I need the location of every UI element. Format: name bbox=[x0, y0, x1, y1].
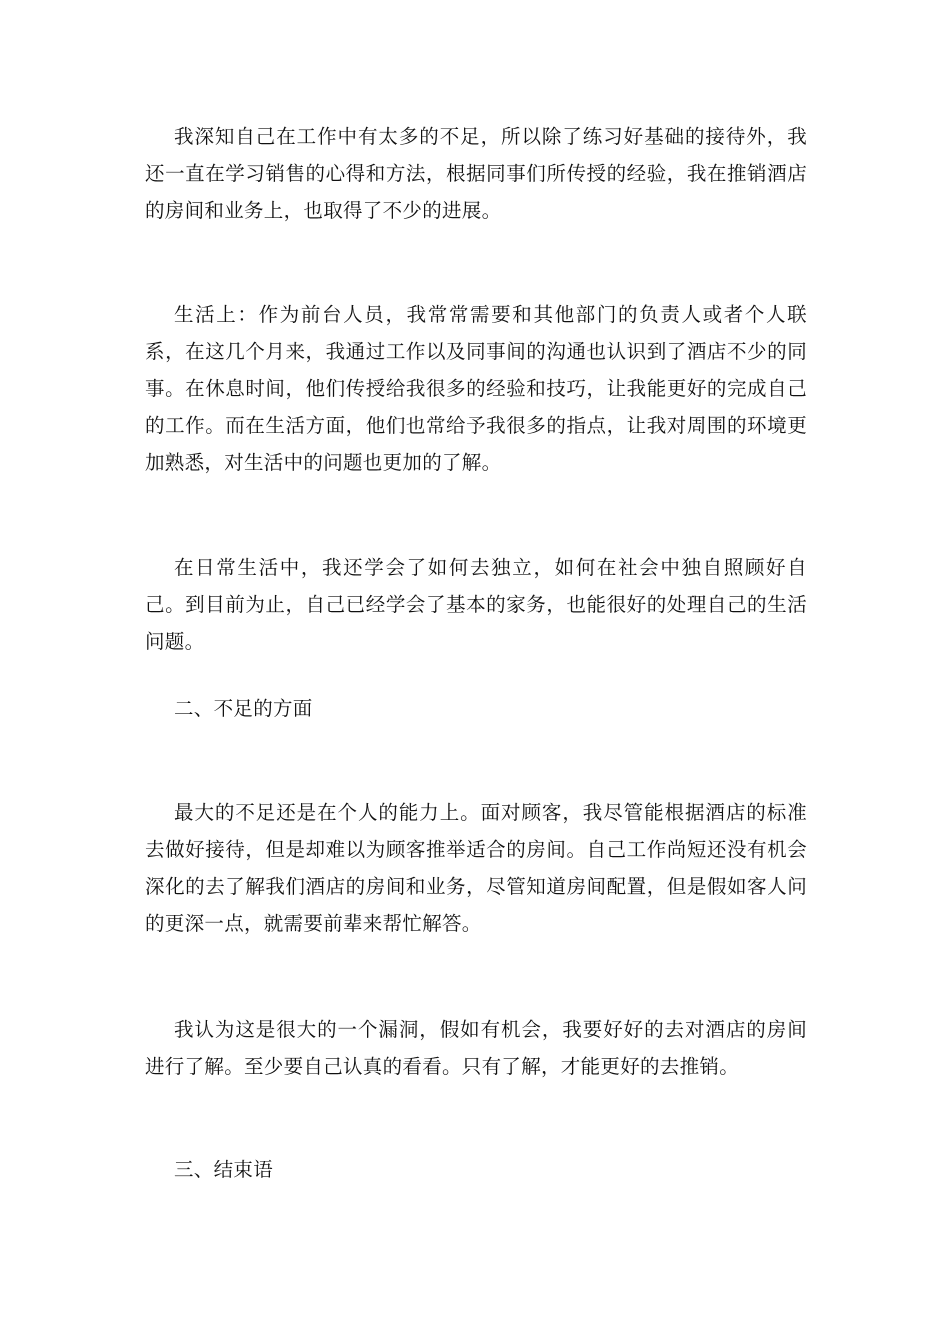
paragraph-life-colleagues: 生活上：作为前台人员，我常常需要和其他部门的负责人或者个人联系，在这几个月来，我通过工作以及同事间的沟通也认识到了酒店不少的同事。在休息时间，他们传授给我很多的经验和技巧，让我能更好的完成自己的工作。而在生活方面，他们也常给予我很多的指点，让我对周围的环境更加熟悉，对生活中的问题也更加的了解。 bbox=[145, 303, 807, 474]
paragraph-independence: 在日常生活中，我还学会了如何去独立，如何在社会中独自照顾好自己。到目前为止，自己已经学会了基本的家务，也能很好的处理自己的生活问题。 bbox=[145, 556, 807, 653]
section-heading-shortcomings: 二、不足的方面 bbox=[174, 697, 313, 720]
paragraph-shortcomings: 最大的不足还是在个人的能力上。面对顾客，我尽管能根据酒店的标准去做好接待，但是却难以为顾客推举适合的房间。自己工作尚短还没有机会深化的去了解我们酒店的房间和业务，尽管知道房间配置，但是假如客人问的更深一点，就需要前辈来帮忙解答。 bbox=[145, 801, 807, 935]
paragraph-improvement-plan: 我认为这是很大的一个漏洞，假如有机会，我要好好的去对酒店的房间进行了解。至少要自己认真的看看。只有了解，才能更好的去推销。 bbox=[145, 1018, 807, 1078]
paragraph-sales-learning: 我深知自己在工作中有太多的不足，所以除了练习好基础的接待外，我还一直在学习销售的心得和方法，根据同事们所传授的经验，我在推销酒店的房间和业务上，也取得了不少的进展。 bbox=[145, 125, 807, 222]
section-heading-conclusion: 三、结束语 bbox=[174, 1158, 274, 1181]
